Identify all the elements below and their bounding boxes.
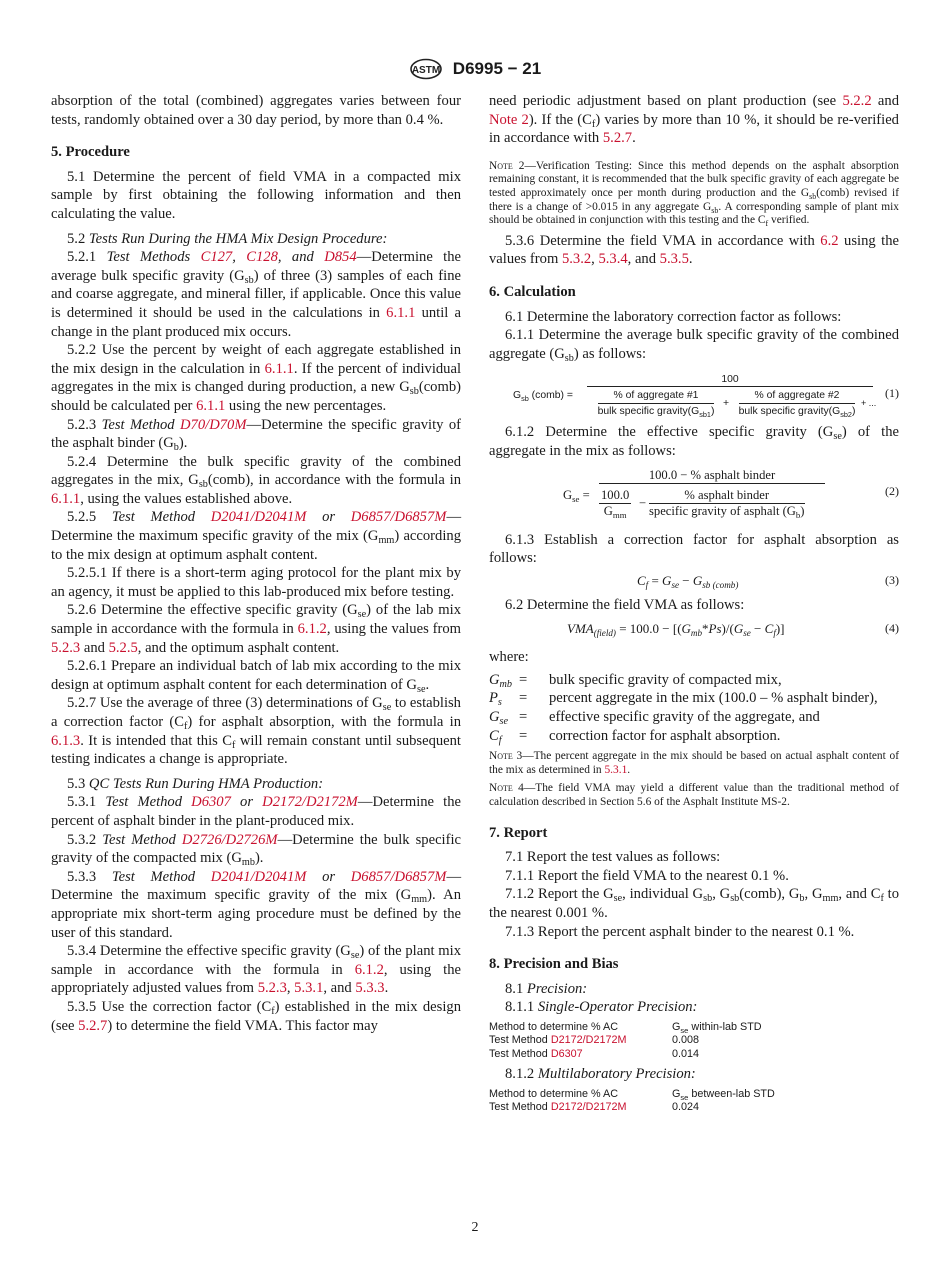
multilaboratory-precision-table [489, 1088, 899, 1115]
link-5-3-2[interactable]: 5.3.2 [561, 251, 592, 268]
definition-gmb: $G_{mb}$ = bulk specific gravity of compacted mix, [489, 671, 782, 690]
link-d6307[interactable]: D6307 [191, 794, 231, 811]
link-d6857[interactable]: D6857/D6857M [350, 868, 447, 885]
equation-3: $C_f = G_{se} - G_{sb (comb)}$ (3) [637, 572, 899, 590]
para-5-2-6: 5.2.6 Determine the effective specific gravity $(G_{se})$ of the lab mix sample in accordance with the formula in 6.1.2, using the values from 5.2.3 and 5.2.5, and the optimum asphalt content. [51, 602, 461, 656]
para-5-3: 5.3 QC Tests Run During HMA Production: [67, 775, 324, 792]
link-5-3-4[interactable]: 5.3.4 [598, 251, 628, 268]
para-5-2-5-1: 5.2.5.1 If there is a short-term aging protocol for the plant mix by an agency, it must be applied to this lab-produced mix before testing. [51, 565, 461, 600]
section-6-heading: 6. Calculation [489, 283, 576, 300]
link-note-2[interactable]: Note 2 [489, 111, 529, 128]
link-6-1-1[interactable]: 6.1.1 [196, 397, 226, 414]
para-5-2-5: 5.2.5 Test Method D2041/D2041M or D6857/D6857M—Determine the maximum specific gravity of the mix $(G_{mm})$ according to the mix design at optimum asphalt content. [51, 509, 462, 563]
link-5-2-3[interactable]: 5.2.3 [257, 980, 287, 997]
para-8-1-1: 8.1.1 Single-Operator Precision: [505, 999, 698, 1016]
link-6-2[interactable]: 6.2 [820, 232, 839, 249]
definition-cf: $C_f$ = correction factor for asphalt absorption. [489, 727, 781, 746]
link-6-1-2[interactable]: 6.1.2 [354, 961, 384, 978]
link-5-2-7[interactable]: 5.2.7 [78, 1017, 108, 1034]
link-6-1-1[interactable]: 6.1.1 [264, 360, 294, 377]
section-7-heading: 7. Report [489, 824, 548, 841]
definition-ps: $P_s$ = percent aggregate in the mix (100.0 – % asphalt binder), [489, 690, 878, 709]
link-d2041[interactable]: D2041/D2041M [210, 868, 307, 885]
para-5-2-3: 5.2.3 Test Method D70/D70M—Determine the specific gravity of the asphalt binder $(G_b)$. [51, 416, 462, 454]
para-5-2-2: 5.2.2 Use the percent by weight of each aggregate established in the mix design in the calculation in 6.1.1. If the percent of individual aggregates in the mix is changed during production, a new $G_{sb}(comb)$ should be calculated per 6.1.1 using the new percentages. [51, 342, 462, 414]
para-6-2: 6.2 Determine the field VMA as follows: [505, 596, 745, 613]
section-8-heading: 8. Precision and Bias [489, 956, 619, 973]
document-designation: D6995 − 21 [452, 59, 542, 78]
para-5-2: 5.2 Tests Run During the HMA Mix Design Procedure: [67, 230, 388, 247]
para-7-1-3: 7.1.3 Report the percent asphalt binder to the nearest 0.1 %. [505, 923, 855, 940]
para-5-3-6: 5.3.6 Determine the field VMA in accordance with 6.2 using the values from 5.3.2, 5.3.4, and 5.3.5. [489, 232, 900, 268]
link-6-1-1[interactable]: 6.1.1 [386, 304, 416, 321]
link-d2172[interactable]: D2172/D2172M [550, 1034, 627, 1047]
para-5-3-5: 5.3.5 Use the correction factor $(C_f)$ established in the mix design (see 5.2.7) to determine the field VMA. This factor may [51, 998, 461, 1034]
para-5-2-7: 5.2.7 Use the average of three (3) determinations of $G_{se}$ to establish a correction factor $(C_f)$ for asphalt absorption, with the formula in 6.1.3. It is intended that this $C_f$ will remain constant until subsequent testing indicates a change is appropriate. [51, 695, 461, 768]
left-column [51, 92, 461, 1035]
link-c128[interactable]: C128 [246, 249, 278, 266]
equation-4: $VMA_{(field)} = 100.0 - [(G_{mb}*Ps)/(G_{se} - C_f)]$ (4) [567, 621, 899, 639]
link-5-3-1[interactable]: 5.3.1 [294, 980, 324, 997]
note-4: Note 4—The field VMA may yield a different value than the traditional method of calculation described in Section 5.6 of the Asphalt Institute MS-2. [489, 782, 900, 809]
table-row: Test Method D2172/D2172M 0.024 [489, 1101, 700, 1114]
equation-2: $G_{se}$ = 100.0 − % asphalt binder $\frac{100.0}{G_{mm}}$ − $\frac{\text{\% asphalt binder}}{specific gravity of asphalt (G_b)}$ (2) [563, 467, 899, 520]
page-header [0, 58, 950, 82]
link-5-3-1[interactable]: 5.3.1 [604, 763, 628, 776]
para-7-1-2: 7.1.2 Report the $G_{se}$, individual $G_{sb}$, $G_{sb}(comb)$, $G_b$, $G_{mm}$, and $C_f$ to the nearest 0.001 %. [489, 886, 899, 921]
note-3: Note 3—The percent aggregate in the mix should be based on actual asphalt content of the mix as determined in 5.3.1. [489, 750, 899, 776]
table-row: Test Method D6307 0.014 [489, 1047, 700, 1060]
para-5-3-3: 5.3.3 Test Method D2041/D2041M or D6857/D6857M—Determine the maximum specific gravity of the mix $(G_{mm})$. An appropriate mix short-term aging procedure must be defined by the user of this standard. [51, 868, 462, 941]
note-2: Note 2—Verification Testing: Since this method depends on the asphalt absorption remaining constant, it is recommended that the bulk specific gravity of each aggregate be tested approximately once per month during production and the $G_{sb}(comb)$ revised if there is a change of >0.015 in any aggregate $G_{sb}$. A corresponding sample of plant mix should be obtained in conjunction with this testing and the $C_f$ verified. [489, 159, 900, 229]
right-column [489, 92, 899, 1119]
link-d2726[interactable]: D2726/D2726M [181, 831, 278, 848]
para-5-1: 5.1 Determine the percent of field VMA in a compacted mix sample by first obtaining the following information and then calculating the value. [51, 168, 461, 222]
para-6-1-2: 6.1.2 Determine the effective specific gravity $(G_{se})$ of the aggregate in the mix as follows: [489, 424, 899, 459]
link-c127[interactable]: C127 [200, 249, 233, 266]
link-6-1-2[interactable]: 6.1.2 [297, 621, 327, 638]
equation-1: $G_{sb}$ (comb) = 100 $\frac{\text{\% of aggregate \#1}}{bulk specific gravity(G_{sb1})}$ + $\frac{\text{\% of aggregate \#2}}{bulk specific gravity(G_{sb2})}$ + ... (1) [513, 374, 899, 420]
link-6-1-1[interactable]: 6.1.1 [51, 490, 81, 507]
para-5-3-5-continued: need periodic adjustment based on plant production (see 5.2.2 and Note 2). If the $(C_f)$ varies by more than 10 %, it should be re-verified in accordance with 5.2.7. [489, 93, 899, 147]
para-6-1: 6.1 Determine the laboratory correction factor as follows: [505, 308, 842, 325]
para-5-3-4: 5.3.4 Determine the effective specific gravity $(G_{se})$ of the plant mix sample in accordance with the formula in 6.1.2, using the appropriately adjusted values from 5.2.3, 5.3.1, and 5.3.3. [51, 943, 461, 997]
symbol-definitions [489, 671, 899, 745]
astm-logo [409, 58, 443, 80]
para-5-3-1: 5.3.1 Test Method D6307 or D2172/D2172M—Determine the percent of asphalt binder in the plant-produced mix. [51, 794, 461, 829]
single-operator-precision-table [489, 1021, 899, 1061]
page-number: 2 [471, 1220, 479, 1235]
section-5-heading: 5. Procedure [51, 144, 130, 161]
link-d854[interactable]: D854 [324, 249, 357, 266]
table-row: Test Method D2172/D2172M 0.008 [489, 1034, 700, 1047]
para-6-1-1: 6.1.1 Determine the average bulk specific gravity of the combined aggregate $(G_{sb})$ as follows: [489, 327, 899, 364]
intro-paragraph: absorption of the total (combined) aggregates varies between four tests, randomly obtained over a 30 day period, by more than 0.4 %. [51, 93, 461, 128]
para-5-3-2: 5.3.2 Test Method D2726/D2726M—Determine the bulk specific gravity of the compacted mix $(G_{mb})$. [51, 831, 462, 869]
link-d2041[interactable]: D2041/D2041M [210, 509, 307, 526]
svg-text:ASTM: ASTM [411, 65, 440, 76]
link-5-3-5[interactable]: 5.3.5 [659, 251, 689, 268]
link-d6857[interactable]: D6857/D6857M [350, 509, 447, 526]
link-d70[interactable]: D70/D70M [180, 416, 247, 433]
para-5-2-4: 5.2.4 Determine the bulk specific gravity of the combined aggregates in the mix, $G_{sb}(comb)$, in accordance with the formula in 6.1.1, using the values established above. [51, 453, 461, 507]
link-5-3-3[interactable]: 5.3.3 [355, 980, 385, 997]
definition-gse: $G_{se}$ = effective specific gravity of the aggregate, and [489, 709, 820, 728]
para-8-1: 8.1 Precision: [505, 980, 588, 997]
link-5-2-3[interactable]: 5.2.3 [51, 639, 81, 656]
para-5-2-1: 5.2.1 Test Methods C127, C128, and D854—Determine the average bulk specific gravity $(G_{sb})$ of three (3) samples of each fine and coarse aggregate, and mineral filler, if applicable. Once this value is determined it should be used in the calculations in 6.1.1 until a change in the plant produced mix occurs. [51, 249, 462, 340]
link-6-1-3[interactable]: 6.1.3 [51, 732, 81, 749]
link-5-2-7[interactable]: 5.2.7 [602, 130, 633, 147]
para-5-2-6-1: 5.2.6.1 Prepare an individual batch of lab mix according to the mix design at optimum asphalt content for each determination of $G_{se}$. [51, 658, 461, 695]
link-5-2-5[interactable]: 5.2.5 [108, 639, 138, 656]
link-d2172[interactable]: D2172/D2172M [550, 1101, 627, 1114]
link-d2172[interactable]: D2172/D2172M [262, 794, 358, 811]
para-7-1-1: 7.1.1 Report the field VMA to the nearest 0.1 %. [505, 867, 789, 884]
link-5-2-2[interactable]: 5.2.2 [842, 93, 872, 109]
para-8-1-2: 8.1.2 Multilaboratory Precision: [505, 1066, 696, 1083]
table-header: Method to determine % AC $G_{se}$ within-lab STD [489, 1020, 762, 1035]
link-d6307[interactable]: D6307 [550, 1047, 583, 1060]
para-7-1: 7.1 Report the test values as follows: [505, 849, 721, 866]
table-header: Method to determine % AC $G_{se}$ between-lab STD [489, 1087, 775, 1102]
where-label: where: [489, 649, 529, 666]
para-6-1-3: 6.1.3 Establish a correction factor for asphalt absorption as follows: [489, 531, 899, 567]
